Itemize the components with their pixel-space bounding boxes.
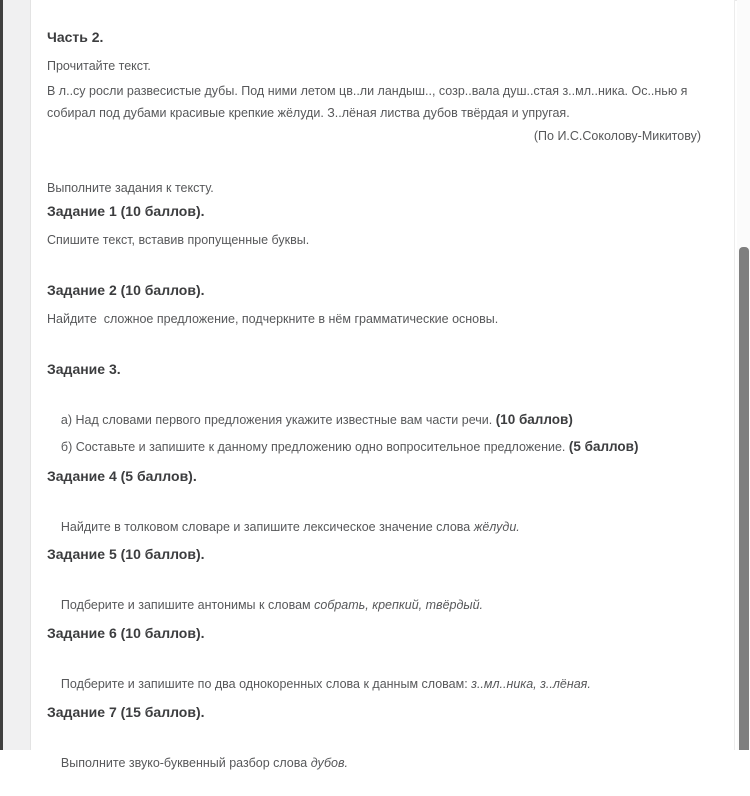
task-5-instruction-text: Подберите и запишите антонимы к словам	[60, 598, 315, 612]
task-3-title: Задание 3.	[47, 361, 121, 377]
task-1-instruction: Спишите текст, вставив пропущенные буквы.	[47, 233, 310, 247]
task-6-title: Задание 6 (10 баллов).	[47, 625, 205, 641]
task-1-title: Задание 1 (10 баллов).	[47, 203, 205, 219]
task-4-title: Задание 4 (5 баллов).	[47, 468, 197, 484]
passage-attribution: (По И.С.Соколову-Микитову)	[533, 129, 701, 143]
task-4-instruction-text: Найдите в толковом словаре и запишите лексическое значение слова	[60, 520, 474, 534]
task-3-item-b-text: б) Составьте и запишите к данному предложению одно вопросительное предложение.	[60, 440, 569, 454]
part-title: Часть 2.	[47, 29, 104, 45]
document-page	[30, 0, 735, 770]
scrollbar-track[interactable]	[737, 0, 750, 750]
intro-text: Прочитайте текст.	[47, 59, 151, 73]
task-6-instruction-terms: з..мл..ника, з..лёная.	[471, 677, 591, 691]
reading-passage: В л..су росли развесистые дубы. Под ними летом цв..ли ландыш.., созр..вала душ..стая з..мл..ника. Ос..нью я собирал под дубами красивые крепкие жёлуди. З..лёная листва дубов твёрдая и упругая.	[47, 84, 691, 120]
task-2-title: Задание 2 (10 баллов).	[47, 282, 205, 298]
task-7-instruction	[47, 730, 723, 796]
task-7-instruction-term: дубов.	[310, 756, 348, 770]
tasks-intro: Выполните задания к тексту.	[47, 181, 214, 195]
task-3-item-a-points: (10 баллов)	[495, 412, 573, 427]
page-margin-gutter	[3, 0, 30, 750]
task-7-instruction-text: Выполните звуко-буквенный разбор слова	[60, 756, 311, 770]
task-3-item-a-text: а) Над словами первого предложения укажите известные вам части речи.	[60, 413, 496, 427]
task-5-title: Задание 5 (10 баллов).	[47, 546, 205, 562]
task-3-item-b-points: (5 баллов)	[568, 439, 639, 454]
task-2-instruction: Найдите сложное предложение, подчеркните в нём грамматические основы.	[47, 312, 499, 326]
task-4-instruction-term: жёлуди.	[473, 520, 520, 534]
scrollbar-thumb[interactable]	[739, 247, 749, 750]
task-5-instruction-terms: собрать, крепкий, твёрдый.	[314, 598, 484, 612]
task-7-title: Задание 7 (15 баллов).	[47, 704, 205, 720]
task-6-instruction-text: Подберите и запишите по два однокоренных слова к данным словам:	[60, 677, 472, 691]
